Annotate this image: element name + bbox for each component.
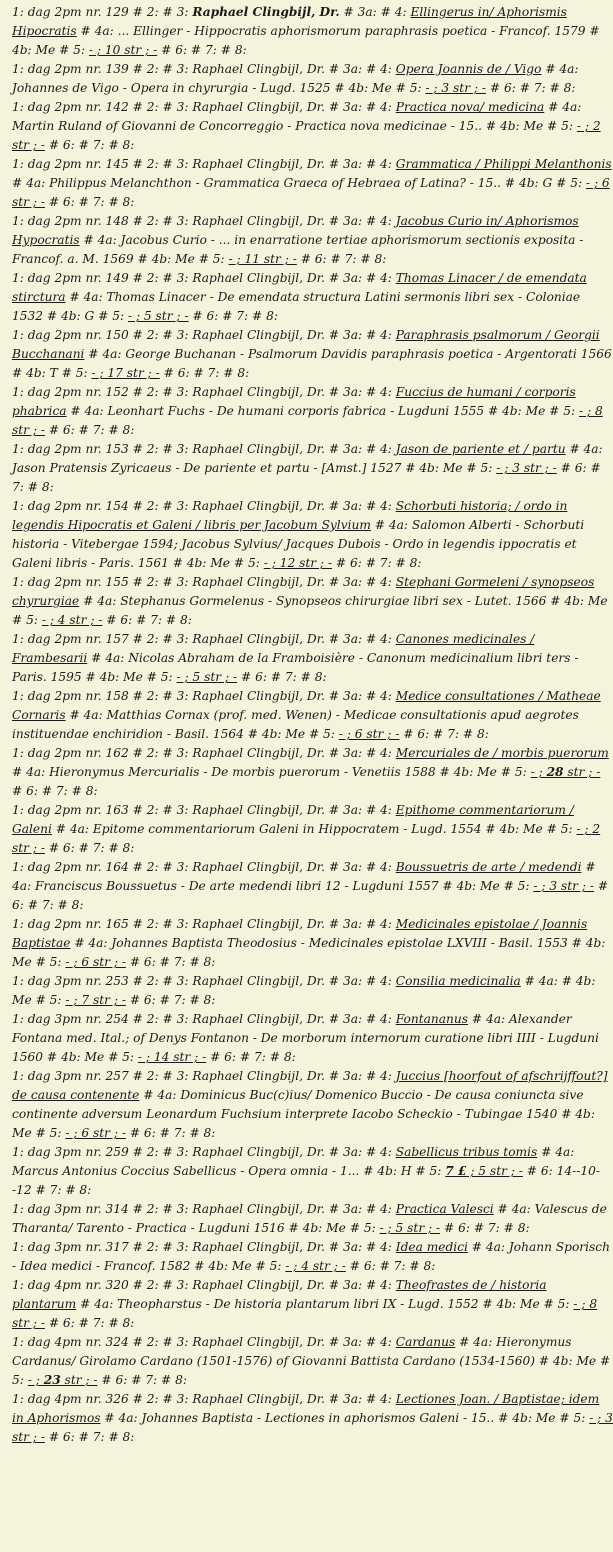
record-author: Raphael Clingbijl, Dr.	[192, 746, 325, 760]
record-tail: # 6: # 7: # 8:	[125, 1126, 216, 1140]
record-price: - ; 8 str ; -	[12, 404, 603, 437]
record-title: Sabellicus tribus tomis	[395, 1145, 538, 1159]
record-tail: # 6: # 7: # 8:	[12, 879, 609, 912]
record-price: - ; 11 str ; -	[228, 252, 297, 266]
record-head: 1: dag 4pm nr. 326 # 2: # 3:	[12, 1392, 193, 1406]
record-head: 1: dag 3pm nr. 259 # 2: # 3:	[12, 1145, 193, 1159]
record-author: Raphael Clingbijl, Dr.	[192, 1202, 325, 1216]
record-tail: # 6: # 7: # 8:	[44, 841, 135, 855]
record-head: 1: dag 2pm nr. 157 # 2: # 3:	[12, 632, 193, 646]
record-description: # 4a: Johannes Baptista - Lectiones in aphorismos Galeni - 15.. # 4b: Me # 5:	[100, 1411, 590, 1425]
record-price: - ; 3 str ; -	[425, 81, 486, 95]
record-price: - ; 10 str ; -	[88, 43, 158, 57]
record-head: 1: dag 2pm nr. 155 # 2: # 3:	[12, 575, 193, 589]
record-title: Paraphrasis psalmorum / Georgii Bucchanani	[12, 328, 600, 361]
record-author: Raphael Clingbijl, Dr.	[192, 100, 325, 114]
record-price: - ; 3 str ; -	[496, 461, 557, 475]
record-tail: # 6: # 7: # 8:	[188, 309, 278, 323]
record-price: - ; 3 str ; -	[533, 879, 594, 893]
record-head: 1: dag 2pm nr. 162 # 2: # 3:	[12, 746, 193, 760]
record-author: Raphael Clingbijl, Dr.	[192, 5, 340, 19]
record-description: # 4a: Leonhart Fuchs - De humani corporis fabrica - Lugduni 1555 # 4b: Me # 5:	[66, 404, 579, 418]
record-fields: # 3a: # 4:	[324, 746, 396, 760]
record-author: Raphael Clingbijl, Dr.	[192, 917, 325, 931]
record-head: 1: dag 3pm nr. 257 # 2: # 3:	[12, 1069, 193, 1083]
record-price	[531, 765, 601, 779]
record-fields: # 3a: # 4:	[324, 632, 396, 646]
record-tail: # 6: # 7: # 8:	[125, 955, 216, 969]
record-price: - ; 14 str ; -	[137, 1050, 207, 1064]
record-entry	[12, 1010, 613, 1067]
record-title: Ellingerus in/ Aphorismis Hipocratis	[12, 5, 567, 38]
record-fields: # 3a: # 4:	[324, 974, 396, 988]
record-title: Grammatica / Philippi Melanthonis	[395, 157, 612, 171]
record-price-part: str ; -	[563, 765, 601, 779]
record-tail: # 6: # 7: # 8:	[486, 81, 576, 95]
record-title: Practica nova/ medicina	[395, 100, 545, 114]
record-title: Idea medici	[395, 1240, 468, 1254]
record-fields: # 3a: # 4:	[339, 5, 411, 19]
record-fields: # 3a: # 4:	[324, 689, 396, 703]
record-description: # 4a: Franciscus Boussuetus - De arte medendi libri 12 - Lugduni 1557 # 4b: Me # 5:	[12, 860, 596, 893]
record-head: 1: dag 2pm nr. 129 # 2: # 3:	[12, 5, 193, 19]
record-price: - ; 17 str ; -	[91, 366, 160, 380]
record-entry	[12, 915, 613, 972]
record-head: 1: dag 3pm nr. 253 # 2: # 3:	[12, 974, 193, 988]
record-author: Raphael Clingbijl, Dr.	[192, 860, 325, 874]
record-price-highlight: 7 £	[445, 1164, 467, 1178]
record-entry	[12, 630, 613, 687]
record-price: - ; 7 str ; -	[65, 993, 126, 1007]
record-author: Raphael Clingbijl, Dr.	[192, 1278, 325, 1292]
record-tail: # 6: # 7: # 8:	[12, 784, 98, 798]
record-title: Lectiones Joan. / Baptistae; idem in Aphorismos	[12, 1392, 600, 1425]
record-tail: # 6: # 7: # 8:	[157, 43, 247, 57]
record-entry	[12, 3, 613, 60]
record-author: Raphael Clingbijl, Dr.	[192, 803, 325, 817]
record-description: # 4a: Dominicus Buc(c)ius/ Domenico Buccio - De causa coniuncta sive continente adversum Leonardum Fuchsium interprete Iacobo Scheckio - Tubingae 1540 # 4b: Me # 5:	[12, 1088, 595, 1140]
record-author: Raphael Clingbijl, Dr.	[192, 442, 325, 456]
record-entry	[12, 383, 613, 440]
record-price: - ; 6 str ; -	[12, 176, 610, 209]
record-title: Jason de pariente et / partu	[395, 442, 566, 456]
record-tail: # 6: # 7: # 8:	[399, 727, 489, 741]
record-price: - ; 6 str ; -	[65, 955, 126, 969]
record-head: 1: dag 2pm nr. 148 # 2: # 3:	[12, 214, 193, 228]
record-title: Stephani Gormeleni / synopseos chyrurgiae	[12, 575, 595, 608]
record-head: 1: dag 4pm nr. 320 # 2: # 3:	[12, 1278, 193, 1292]
record-fields: # 3a: # 4:	[324, 214, 396, 228]
record-head: 1: dag 3pm nr. 314 # 2: # 3:	[12, 1202, 193, 1216]
record-fields: # 3a: # 4:	[324, 62, 396, 76]
record-head: 1: dag 2pm nr. 142 # 2: # 3:	[12, 100, 193, 114]
record-author: Raphael Clingbijl, Dr.	[192, 575, 325, 589]
record-author: Raphael Clingbijl, Dr.	[192, 1145, 325, 1159]
record-price: - ; 5 str ; -	[379, 1221, 441, 1235]
record-description: # 4a: Salomon Alberti - Schorbuti historia - Vitebergae 1594; Jacobus Sylvius/ Jacques Dubois - Ordo in legendis ippocratis et Galeni libris - Paris. 1561 # 4b: Me # 5:	[12, 518, 585, 570]
record-price-part: ; 5 str ; -	[466, 1164, 523, 1178]
record-price: - ; 6 str ; -	[338, 727, 400, 741]
record-fields: # 3a: # 4:	[324, 157, 396, 171]
record-head: 1: dag 2pm nr. 158 # 2: # 3:	[12, 689, 193, 703]
record-description: # 4a: Johannes de Vigo - Opera in chyrurgia - Lugd. 1525 # 4b: Me # 5:	[12, 62, 579, 95]
record-description: # 4a: Stephanus Gormelenus - Synopseos chirurgiae libri sex - Lutet. 1566 # 4b: Me # 5:	[12, 594, 608, 627]
record-price: - ; 2 str ; -	[12, 119, 601, 152]
record-entry	[12, 1390, 613, 1447]
record-tail: # 6: # 7: # 8:	[206, 1050, 296, 1064]
record-description: # 4a: Theopharstus - De historia plantarum libri IX - Lugd. 1552 # 4b: Me # 5:	[76, 1297, 574, 1311]
record-title: Opera Joannis de / Vigo	[395, 62, 542, 76]
record-tail: # 6: # 7: # 8:	[159, 366, 250, 380]
record-author: Raphael Clingbijl, Dr.	[192, 974, 325, 988]
record-entry	[12, 858, 613, 915]
record-fields: # 3a: # 4:	[324, 1278, 396, 1292]
record-author: Raphael Clingbijl, Dr.	[192, 1012, 325, 1026]
record-title: Boussuetris de arte / medendi	[395, 860, 582, 874]
record-title: Thomas Linacer / de emendata stirctura	[12, 271, 587, 304]
record-head: 1: dag 3pm nr. 317 # 2: # 3:	[12, 1240, 193, 1254]
record-entry	[12, 60, 613, 98]
record-description: # 4a: Jason Pratensis Zyricaeus - De pariente et partu - [Amst.] 1527 # 4b: Me # 5:	[12, 442, 603, 475]
record-description: # 4a: Marcus Antonius Coccius Sabellicus - Opera omnia - 1... # 4b: H # 5:	[12, 1145, 575, 1178]
record-title: Juccius [hoorfout of afschrijffout?] de causa contenente	[12, 1069, 608, 1102]
record-title: Medice consultationes / Matheae Cornaris	[12, 689, 601, 722]
record-head: 1: dag 3pm nr. 254 # 2: # 3:	[12, 1012, 193, 1026]
record-tail: # 6: # 7: # 8:	[102, 613, 192, 627]
record-tail: # 6: 14--10--12 # 7: # 8:	[12, 1164, 600, 1197]
record-description: # 4a: # 4b: Me # 5:	[12, 974, 596, 1007]
record-price-part: - ;	[27, 1373, 44, 1387]
record-description: # 4a: Martin Ruland of Giovanni de Concorreggio - Practica nova medicinae - 15.. # 4b: Me # 5:	[12, 100, 582, 133]
record-price-part: str ; -	[60, 1373, 98, 1387]
record-description: # 4a: Matthias Cornax (prof. med. Wenen) - Medicae consultationis apud aegrotes instituendae enchiridion - Basil. 1564 # 4b: Me # 5:	[12, 708, 579, 741]
record-entry	[12, 1238, 613, 1276]
record-price: - ; 5 str ; -	[176, 670, 238, 684]
record-tail: # 6: # 7: # 8:	[237, 670, 327, 684]
record-description: # 4a: Valescus de Tharanta/ Tarento - Practica - Lugduni 1516 # 4b: Me # 5:	[12, 1202, 607, 1235]
record-entry	[12, 1067, 613, 1143]
record-author: Raphael Clingbijl, Dr.	[192, 499, 325, 513]
record-fields: # 3a: # 4:	[324, 1240, 396, 1254]
record-tail: # 6: # 7: # 8:	[345, 1259, 436, 1273]
record-fields: # 3a: # 4:	[324, 803, 396, 817]
record-author: Raphael Clingbijl, Dr.	[192, 328, 325, 342]
record-tail: # 6: # 7: # 8:	[44, 195, 135, 209]
record-entry	[12, 972, 613, 1010]
record-fields: # 3a: # 4:	[324, 1392, 396, 1406]
record-title: Schorbuti historia; / ordo in legendis Hipocratis et Galeni / libris per Jacobum Sylvium	[12, 499, 568, 532]
record-fields: # 3a: # 4:	[324, 860, 396, 874]
record-title: Consilia medicinalia	[395, 974, 521, 988]
record-tail: # 6: # 7: # 8:	[44, 1316, 135, 1330]
record-price: - ; 4 str ; -	[285, 1259, 346, 1273]
record-author: Raphael Clingbijl, Dr.	[192, 385, 325, 399]
record-head: 1: dag 2pm nr. 139 # 2: # 3:	[12, 62, 193, 76]
record-fields: # 3a: # 4:	[324, 575, 396, 589]
record-description: # 4a: Jacobus Curio - ... in enarratione tertiae aphorismorum sectionis exposita - Francof. a. M. 1569 # 4b: Me # 5:	[12, 233, 584, 266]
record-head: 1: dag 2pm nr. 164 # 2: # 3:	[12, 860, 193, 874]
record-title: Cardanus	[395, 1335, 456, 1349]
record-description: # 4a: George Buchanan - Psalmorum Davidis paraphrasis poetica - Argentorati 1566 # 4b: T # 5:	[12, 347, 612, 380]
record-description: # 4a: Alexander Fontana med. Ital.; of Denys Fontanon - De morborum internorum curatione libri IIII - Lugduni 1560 # 4b: Me # 5:	[12, 1012, 599, 1064]
record-entry	[12, 98, 613, 155]
record-title: Medicinales epistolae / Joannis Baptistae	[12, 917, 588, 950]
record-description: # 4a: Hieronymus Cardanus/ Girolamo Cardano (1501-1576) of Giovanni Battista Cardano (1534-1560) # 4b: Me # 5:	[12, 1335, 611, 1387]
record-title: Theofrastes de / historia plantarum	[12, 1278, 547, 1311]
record-fields: # 3a: # 4:	[324, 1069, 396, 1083]
record-price: - ; 3 str ; -	[12, 1411, 613, 1444]
record-price	[28, 1373, 98, 1387]
record-tail: # 6: # 7: # 8:	[296, 252, 387, 266]
record-author: Raphael Clingbijl, Dr.	[192, 1335, 325, 1349]
record-entry	[12, 1333, 613, 1390]
record-description: # 4a: Philippus Melanchthon - Grammatica Graeca of Hebraea of Latina? - 15.. # 4b: G # 5:	[12, 176, 586, 190]
record-tail: # 6: # 7: # 8:	[125, 993, 216, 1007]
record-description: # 4a: Thomas Linacer - De emendata structura Latini sermonis libri sex - Coloniae 1532 # 4b: G # 5:	[12, 290, 581, 323]
record-title: Practica Valesci	[395, 1202, 494, 1216]
record-head: 1: dag 2pm nr. 145 # 2: # 3:	[12, 157, 193, 171]
record-description: # 4a: Hieronymus Mercurialis - De morbis puerorum - Venetiis 1588 # 4b: Me # 5:	[12, 765, 531, 779]
record-author: Raphael Clingbijl, Dr.	[192, 214, 325, 228]
record-fields: # 3a: # 4:	[324, 1012, 396, 1026]
record-tail: # 6: # 7: # 8:	[44, 1430, 135, 1444]
record-tail: # 6: # 7: # 8:	[44, 423, 135, 437]
record-price-highlight: 28	[546, 765, 564, 779]
record-fields: # 3a: # 4:	[324, 442, 396, 456]
record-tail: # 6: # 7: # 8:	[440, 1221, 530, 1235]
record-description: # 4a: Nicolas Abraham de la Framboisière - Canonum medicinalium libri ters - Paris. 1595 # 4b: Me # 5:	[12, 651, 579, 684]
record-entry	[12, 269, 613, 326]
record-author: Raphael Clingbijl, Dr.	[192, 1069, 325, 1083]
record-entry	[12, 1200, 613, 1238]
record-price-highlight: 23	[43, 1373, 61, 1387]
record-tail: # 6: # 7: # 8:	[97, 1373, 187, 1387]
record-author: Raphael Clingbijl, Dr.	[192, 157, 325, 171]
record-head: 1: dag 2pm nr. 154 # 2: # 3:	[12, 499, 193, 513]
record-fields: # 3a: # 4:	[324, 1335, 396, 1349]
record-head: 1: dag 2pm nr. 149 # 2: # 3:	[12, 271, 193, 285]
record-fields: # 3a: # 4:	[324, 499, 396, 513]
record-head: 1: dag 2pm nr. 150 # 2: # 3:	[12, 328, 193, 342]
record-fields: # 3a: # 4:	[324, 917, 396, 931]
record-description: # 4a: ... Ellinger - Hippocratis aphorismorum paraphrasis poetica - Francof. 1579 # 4b: Me # 5:	[12, 24, 600, 57]
record-fields: # 3a: # 4:	[324, 1145, 396, 1159]
record-entry	[12, 1143, 613, 1200]
record-title: Jacobus Curio in/ Aphorismos Hypocratis	[12, 214, 579, 247]
record-author: Raphael Clingbijl, Dr.	[192, 1240, 325, 1254]
record-fields: # 3a: # 4:	[324, 385, 396, 399]
record-entry	[12, 744, 613, 801]
record-price: - ; 2 str ; -	[12, 822, 601, 855]
record-price: - ; 12 str ; -	[263, 556, 333, 570]
record-entry	[12, 326, 613, 383]
record-price: - ; 6 str ; -	[65, 1126, 126, 1140]
record-head: 1: dag 2pm nr. 165 # 2: # 3:	[12, 917, 193, 931]
record-tail: # 6: # 7: # 8:	[44, 138, 135, 152]
record-head: 1: dag 2pm nr. 153 # 2: # 3:	[12, 442, 193, 456]
record-entry	[12, 1276, 613, 1333]
record-entry	[12, 497, 613, 573]
record-tail: # 6: # 7: # 8:	[332, 556, 422, 570]
record-price	[445, 1164, 523, 1178]
record-entry	[12, 573, 613, 630]
record-author: Raphael Clingbijl, Dr.	[192, 62, 325, 76]
record-tail: # 6: # 7: # 8:	[12, 461, 601, 494]
record-entry	[12, 212, 613, 269]
record-head: 1: dag 2pm nr. 163 # 2: # 3:	[12, 803, 193, 817]
record-title: Epithome commentariorum / Galeni	[12, 803, 574, 836]
record-price: - ; 8 str ; -	[12, 1297, 598, 1330]
record-price: - ; 4 str ; -	[41, 613, 103, 627]
record-entry	[12, 687, 613, 744]
record-entry	[12, 440, 613, 497]
record-title: Fuccius de humani / corporis phabrica	[12, 385, 576, 418]
record-author: Raphael Clingbijl, Dr.	[192, 271, 325, 285]
record-entry	[12, 801, 613, 858]
record-fields: # 3a: # 4:	[324, 1202, 396, 1216]
record-author: Raphael Clingbijl, Dr.	[192, 632, 325, 646]
record-description: # 4a: Epitome commentariorum Galeni in Hippocratem - Lugd. 1554 # 4b: Me # 5:	[51, 822, 577, 836]
record-title: Mercuriales de / morbis puerorum	[395, 746, 609, 760]
record-title: Fontananus	[395, 1012, 468, 1026]
record-author: Raphael Clingbijl, Dr.	[192, 1392, 325, 1406]
record-title: Canones medicinales / Frambesarii	[12, 632, 535, 665]
record-head: 1: dag 4pm nr. 324 # 2: # 3:	[12, 1335, 193, 1349]
record-head: 1: dag 2pm nr. 152 # 2: # 3:	[12, 385, 193, 399]
record-description: # 4a: Johannes Baptista Theodosius - Medicinales epistolae LXVIII - Basil. 1553 # 4b: Me # 5:	[12, 936, 606, 969]
record-fields: # 3a: # 4:	[324, 328, 396, 342]
record-author: Raphael Clingbijl, Dr.	[192, 689, 325, 703]
record-description: # 4a: Johann Sporisch - Idea medici - Francof. 1582 # 4b: Me # 5:	[12, 1240, 610, 1273]
record-fields: # 3a: # 4:	[324, 100, 396, 114]
record-entry	[12, 155, 613, 212]
record-fields: # 3a: # 4:	[324, 271, 396, 285]
record-price-part: - ;	[530, 765, 547, 779]
record-price: - ; 5 str ; -	[127, 309, 189, 323]
